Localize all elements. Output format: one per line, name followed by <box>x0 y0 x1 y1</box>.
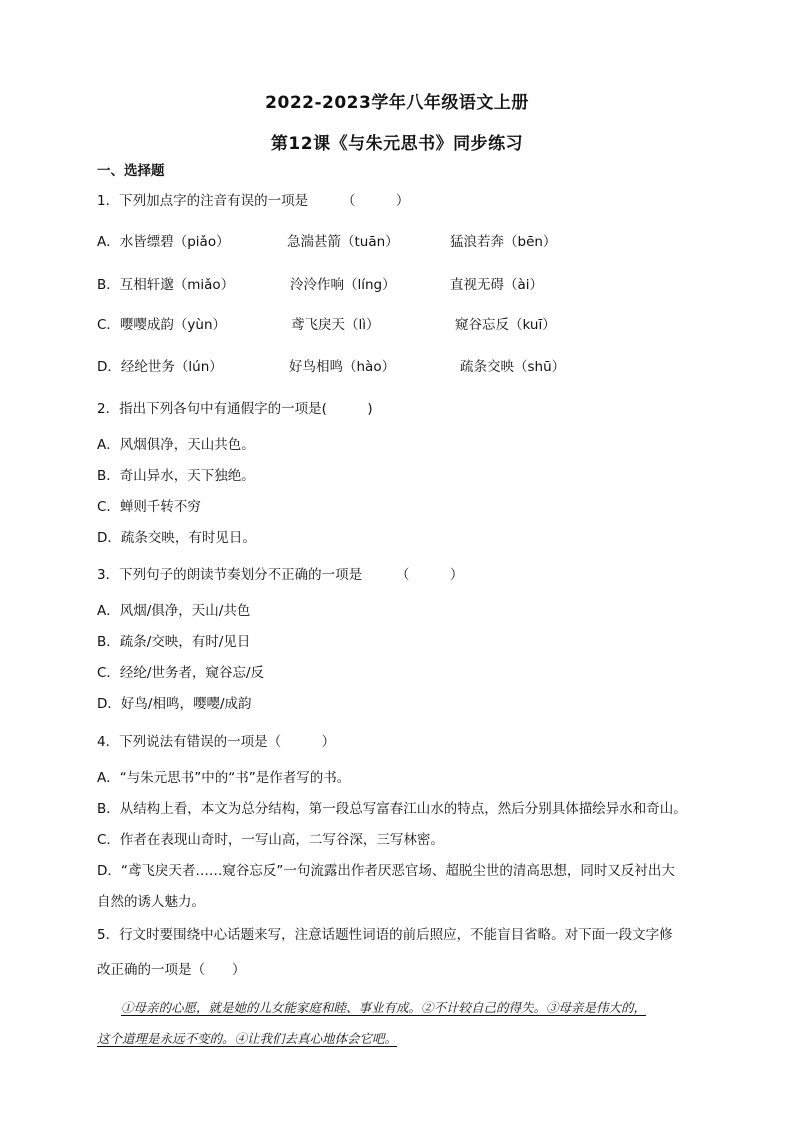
q1-option-a-1: A．水皆缥碧（piǎo） <box>97 234 230 250</box>
passage-sentence-2: ②不计较自己的得失。 <box>421 1000 547 1015</box>
q1-option-d-1: D．经纶世务（lún） <box>97 359 223 375</box>
q4-option-d-cont: 自然的诱人魅力。 <box>97 894 205 910</box>
q2-stem: 2．指出下列各句中有通假字的一项是( ) <box>97 401 373 417</box>
q5-passage-line-2 <box>97 1030 702 1048</box>
section-heading: 一、选择题 <box>97 163 165 179</box>
q3-option-d: D．好鸟/相鸣，嘤嘤/成韵 <box>97 696 252 712</box>
q4-stem: 4．下列说法有错误的一项是（ ） <box>97 734 336 750</box>
q1-option-b-3: 直视无碍（ài） <box>450 277 544 293</box>
q1-option-b-1: B．互相轩邈（miǎo） <box>97 277 235 293</box>
q3-option-c: C．经纶/世务者，窥谷忘/反 <box>97 665 265 681</box>
q2-option-a: A．风烟俱净，天山共色。 <box>97 437 255 453</box>
q1-option-a-3: 猛浪若奔（bēn） <box>450 234 557 250</box>
passage-sentence-3: ③母亲是伟大的， <box>546 1000 647 1015</box>
q1-option-c-1: C．嘤嘤成韵（yùn） <box>97 317 227 333</box>
q2-option-c: C．蝉则千转不穷 <box>97 499 201 515</box>
q5-stem: 5．行文时要围绕中心话题来写，注意话题性词语的前后照应，不能盲目省略。对下面一段文字修 <box>97 927 673 943</box>
document-title: 2022-2023学年八年级语文上册 <box>265 93 529 113</box>
q4-option-a: A．“与朱元思书”中的“书”是作者写的书。 <box>97 770 351 786</box>
q1-option-c-2: 鸢飞戾天（lì） <box>291 317 380 333</box>
q2-option-d: D．疏条交映，有时见日。 <box>97 530 256 546</box>
q3-stem: 3．下列句子的朗读节奏划分不正确的一项是 （ ） <box>97 567 464 583</box>
q5-stem-cont: 改正确的一项是（ ） <box>97 962 246 978</box>
q2-option-b: B．奇山异水，天下独绝。 <box>97 468 255 484</box>
q4-option-d: D．“鸢飞戾天者……窥谷忘反”一句流露出作者厌恶官场、超脱尘世的清高思想，同时又反衬出大 <box>97 863 675 879</box>
q1-option-c-3: 窥谷忘反（kuī） <box>455 317 556 333</box>
q4-option-b: B．从结构上看，本文为总分结构，第一段总写富春江山水的特点，然后分别具体描绘异水和奇山。 <box>97 801 687 817</box>
q1-option-b-2: 泠泠作响（líng） <box>290 277 396 293</box>
q1-option-a-2: 急湍甚箭（tuān） <box>287 234 399 250</box>
q1-option-d-3: 疏条交映（shū） <box>460 359 566 375</box>
passage-sentence-3-cont: 这个道理是永远不变的。 <box>97 1031 235 1046</box>
q1-stem: 1．下列加点字的注音有误的一项是 （ ） <box>97 193 410 209</box>
passage-sentence-4: ④让我们去真心地体会它吧。 <box>234 1031 398 1046</box>
q1-option-d-2: 好鸟相鸣（hào） <box>289 359 396 375</box>
passage-sentence-1: ①母亲的心愿，就是她的儿女能家庭和睦、事业有成。 <box>121 1000 422 1015</box>
q4-option-c: C．作者在表现山奇时，一写山高，二写谷深，三写林密。 <box>97 832 444 848</box>
q5-passage-line-1 <box>97 999 703 1017</box>
q3-option-a: A．风烟/俱净，天山/共色 <box>97 603 251 619</box>
q3-option-b: B．疏条/交映，有时/见日 <box>97 634 251 650</box>
lesson-title: 第12课《与朱元思书》同步练习 <box>270 134 524 154</box>
